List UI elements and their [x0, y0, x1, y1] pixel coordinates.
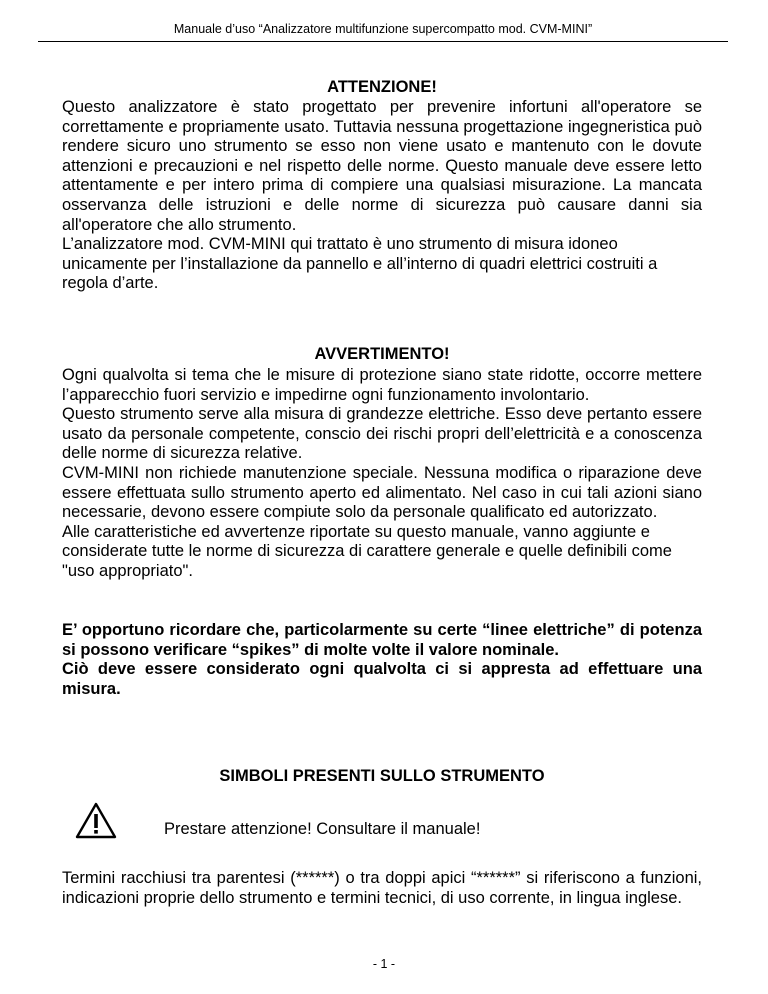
attention-heading: ATTENZIONE! — [327, 78, 437, 96]
attention-paragraph-2: L’analizzatore mod. CVM-MINI qui trattato è uno strumento di misura idoneo unicamente per l’installazione da pannello e all’interno di quadri elettrici costruiti a regola d’arte. — [62, 235, 658, 293]
warning-paragraph-4: Alle caratteristiche ed avvertenze riportate su questo manuale, vanno aggiunte e considerate tutte le norme di sicurezza di carattere generale e quelle definibili come "uso appropriato". — [62, 522, 672, 580]
warning-paragraph-2: Questo strumento serve alla misura di grandezze elettriche. Esso deve pertanto essere usato da personale competente, conscio dei rischi propri dell’elettricità e a conoscenza delle norme di sicurezza relative. — [62, 405, 702, 463]
terms-note — [62, 869, 702, 908]
spikes-paragraph-1: E’ opportuno ricordare che, particolarmente su certe “linee elettriche” di potenza si possono verificare “spikes” di molte volte il valore nominale. — [62, 621, 702, 659]
terms-note-text: Termini racchiusi tra parentesi (******) o tra doppi apici “******” si riferiscono a funzioni, indicazioni proprie dello strumento e termini tecnici, di uso corrente, in lingua inglese. — [62, 869, 702, 907]
page-number: - 1 - — [372, 957, 396, 971]
attention-section — [62, 98, 702, 294]
warning-paragraph-1: Ogni qualvolta si tema che le misure di protezione siano state ridotte, occorre mettere l’apparecchio fuori servizio e impedirne ogni funzionamento involontario. — [62, 366, 702, 404]
warning-paragraph-3: CVM-MINI non richiede manutenzione speciale. Nessuna modifica o riparazione deve essere effettuata sullo strumento aperto ed alimentato. Nel caso in cui tali azioni siano necessarie, devono essere compiute solo da personale qualificato ed autorizzato. — [62, 463, 702, 522]
warning-heading: AVVERTIMENTO! — [314, 345, 450, 363]
warning-section — [62, 366, 702, 582]
spikes-notice — [62, 621, 702, 699]
caution-text: Prestare attenzione! Consultare il manuale! — [164, 820, 481, 838]
warning-triangle-icon — [75, 802, 117, 840]
page-header: Manuale d’uso “Analizzatore multifunzione supercompatto mod. CVM-MINI” — [173, 22, 593, 36]
symbol-row — [62, 802, 702, 848]
header-divider — [38, 41, 728, 42]
attention-paragraph-1: Questo analizzatore è stato progettato per prevenire infortuni all'operatore se correttamente e propriamente usato. Tuttavia nessuna progettazione ingegneristica può rendere sicuro uno strumento se esso non viene usato e mantenuto con le dovute attenzioni e precauzioni e nel rispetto delle norme. Questo manuale deve essere letto attentamente e per intero prima di compiere una qualsiasi misurazione. La mancata osservanza delle istruzioni e delle norme di sicurezza può causare danni sia all'operatore che allo strumento. — [62, 98, 702, 234]
symbols-heading: SIMBOLI PRESENTI SULLO STRUMENTO — [219, 767, 545, 785]
spikes-paragraph-2: Ciò deve essere considerato ogni qualvolta ci si appresta ad effettuare una misura. — [62, 660, 702, 698]
